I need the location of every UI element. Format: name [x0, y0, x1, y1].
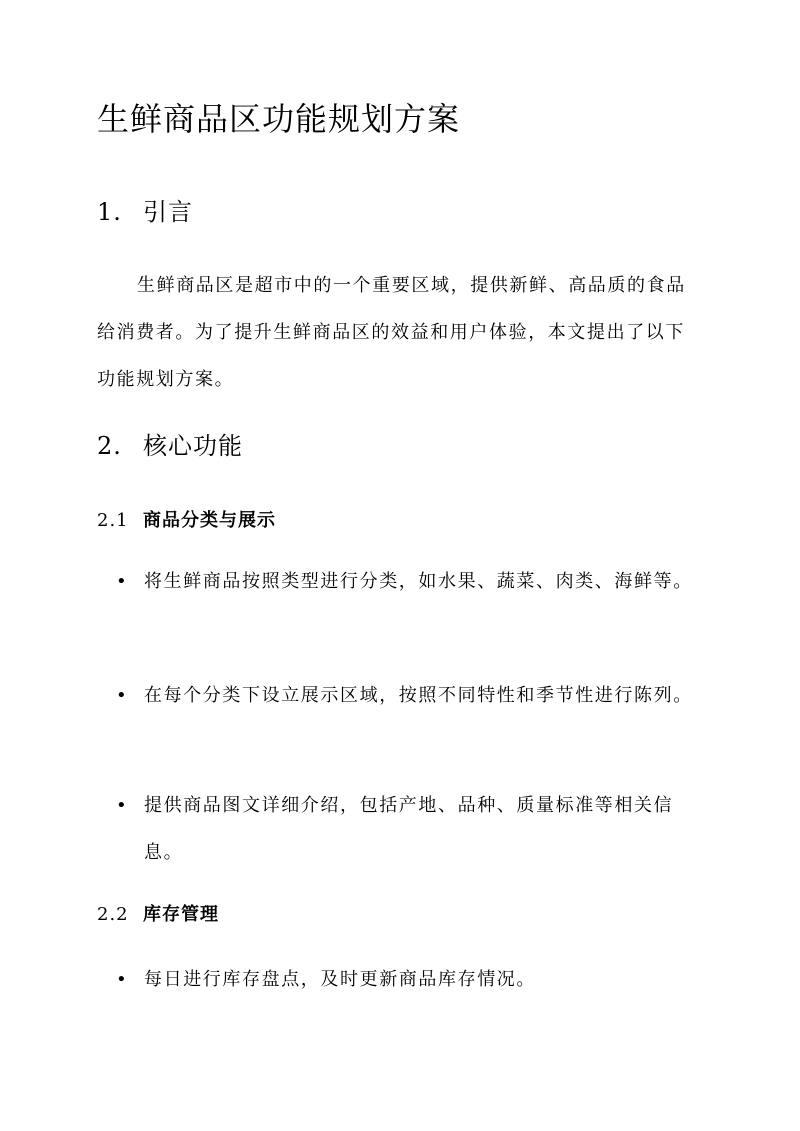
section-2-number: 2.	[97, 432, 122, 460]
section-1-heading	[97, 195, 193, 229]
bullet-icon: •	[116, 795, 129, 816]
list-item	[116, 782, 696, 876]
list-item	[116, 558, 696, 605]
list-item-text: 提供商品图文详细介绍，包括产地、品种、质量标准等相关信息。	[144, 795, 674, 863]
section-1-title: 引言	[143, 198, 193, 226]
subsection-2-1-number: 2.1	[97, 510, 129, 531]
bullet-icon: •	[116, 969, 129, 990]
document-title: 生鲜商品区功能规划方案	[97, 100, 461, 138]
subsection-2-2-number: 2.2	[97, 904, 129, 925]
intro-paragraph: 生鲜商品区是超市中的一个重要区域，提供新鲜、高品质的食品给消费者。为了提升生鲜商品区的效益和用户体验，本文提出了以下功能规划方案。	[97, 275, 686, 390]
section-2-title: 核心功能	[143, 432, 243, 460]
bullet-icon: •	[116, 685, 129, 706]
section-1-number: 1.	[97, 198, 122, 226]
list-item-text: 每日进行库存盘点，及时更新商品库存情况。	[144, 969, 536, 990]
subsection-2-2-title: 库存管理	[143, 904, 219, 925]
subsection-2-1-title: 商品分类与展示	[143, 510, 276, 531]
bullet-icon: •	[116, 571, 129, 592]
list-item	[116, 956, 696, 1003]
list-item	[116, 672, 696, 719]
list-item-text: 将生鲜商品按照类型进行分类，如水果、蔬菜、肉类、海鲜等。	[144, 571, 693, 592]
list-item-text: 在每个分类下设立展示区域，按照不同特性和季节性进行陈列。	[144, 685, 693, 706]
section-2-heading	[97, 429, 243, 463]
subsection-2-1-heading	[97, 508, 276, 534]
subsection-2-2-heading	[97, 902, 219, 928]
